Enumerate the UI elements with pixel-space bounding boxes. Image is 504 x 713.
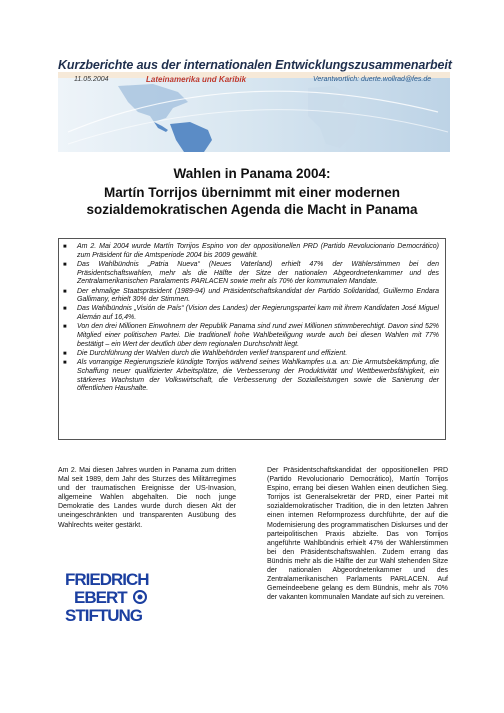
bullet-icon: ■: [63, 306, 67, 313]
region-label: Lateinamerika und Karibik: [146, 75, 247, 84]
friedrich-ebert-stiftung-logo: [64, 568, 169, 626]
bullet-icon: ■: [63, 324, 67, 331]
bullet-icon: ■: [63, 360, 67, 367]
bullet-icon: ■: [63, 350, 67, 357]
bullet-icon: ■: [63, 261, 67, 268]
logo-line-3: STIFTUNG: [65, 606, 142, 625]
summary-item: ■ Von den drei Millionen Einwohnern der Republik Panama sind rund zwei Millionen stimmberechtigt. Davon sind 52% Mitglied einer politischen Partei. Die traditionell hohe Wahlbeteiligung wurde auch bei diesen Wahlen mit 77% bestätigt – ein Wert der deutlich über dem regionalen Durchschnitt liegt.: [63, 323, 439, 348]
summary-item: ■ Der ehmalige Staatspräsident (1989-94) und Präsidentschaftskandidat der Partido Solidaridad, Guillermo Endara Gallimany, erhielt 30% der Stimmen.: [63, 287, 439, 304]
bullet-icon: ■: [63, 288, 67, 295]
logo-line-2: EBERT: [74, 588, 127, 607]
summary-item: ■ Das Wahlbündnis „Patria Nueva“ (Neues Vaterland) erhielt 47% der Wählerstimmen bei den Präsidentschaftswahlen, mehr als die Hälfte der Sitze der nationalen Abgeordnetenkammer und des Zentralamerikanischen Paralaments PARLACEN sowie mehr als 70% der kommunalen Mandate.: [63, 260, 439, 286]
series-title: Kurzberichte aus der internationalen Entwicklungszusammenarbeit: [58, 58, 452, 72]
headline-line-3: sozialdemokratischen Agenda die Macht in Panama: [86, 202, 418, 217]
summary-item: ■ Am 2. Mai 2004 wurde Martín Torrijos Espino von der oppositionellen PRD (Partido Revolucionario Democrático) zum Präsident für die Amtsperiode 2004 bis 2009 gewählt.: [63, 243, 439, 259]
summary-item: ■ Als vorrangige Regierungsziele kündigte Torrijos während seines Wahlkampfes u.a. an: Die Armutsbekämpfung, die Schaffung neuer qualifizierter Arbeitsplätze, die Verbesserung der Produktivität und Wettbewerbsfähigkeit, ein stärkeres Wachstum der Volkswirtschaft, die Verbesserung der Sozialleistungen sowie die Sanierung der öffentlichen Haushalte.: [63, 359, 439, 393]
contact-email: Verantwortlich: duerte.wollrad@fes.de: [313, 76, 432, 83]
summary-item: ■ Die Durchführung der Wahlen durch die Wahlbehörden verlief transparent und effizient.: [63, 349, 348, 357]
world-map-graphic: [58, 72, 450, 152]
headline-subtitle: [30, 184, 474, 218]
summary-list: [63, 243, 439, 394]
summary-item: ■ Das Wahlbündnis „Visión de País“ (Vision des Landes) der Regierungspartei kam mit ihrem Kandidaten José Miguel Alemán auf 16,4%.: [63, 305, 439, 322]
report-date: 11.05.2004: [74, 76, 109, 83]
headline-line-1: Wahlen in Panama 2004:: [173, 166, 331, 181]
logo-line-1: FRIEDRICH: [65, 570, 149, 589]
body-left-column: Am 2. Mai diesen Jahres wurden in Panama zum dritten Mal seit 1989, dem Jahr des Sturzes des Militärregimes und der traumatischen Ereignisse der US-Invasion, allgemeine Wahlen abgehalten. Die noch junge Demokratie des Landes wurde durch diesen Akt der uneingeschränkten und transparenten Ausübung des Wahlrechts weiter gestärkt.: [58, 467, 236, 529]
headline-line-2: Martín Torrijos übernimmt mit einer modernen: [103, 185, 401, 200]
header-banner: [58, 72, 450, 152]
body-right-column: Der Präsidentschaftskandidat der oppositionellen PRD (Partido Revolucionario Democrático), Martín Torrijos Espino, errang bei diesen Wahlen einen deutlichen Sieg. Torrijos ist Generalsekretär der PRD, einer Partei mit sozialdemokratischer Tradition, die in den letzten Jahren einen internen Reformprozess durchführte, der auf die Modernisierung des programmatischen Diskurses und der parteipolitischen Praxis abzielte. Das von Torrijos angeführte Wahlbündnis erhielt 47% der Wählerstimmen bei den Präsidentschaftswahlen. Zudem errang das Bündnis mehr als die Hälfte der zur Wahl stehenden Sitze der nationalen Abgeordnetenkammer und des Zentralamerikanischen Parlaments PARLACEN. Auf Gemeindeebene gelang es dem Bündnis, mehr als 70% der vakanten kommunalen Mandate auf sich zu vereinen.: [267, 467, 448, 602]
summary-box: [58, 238, 446, 440]
bullet-icon: ■: [63, 244, 67, 250]
